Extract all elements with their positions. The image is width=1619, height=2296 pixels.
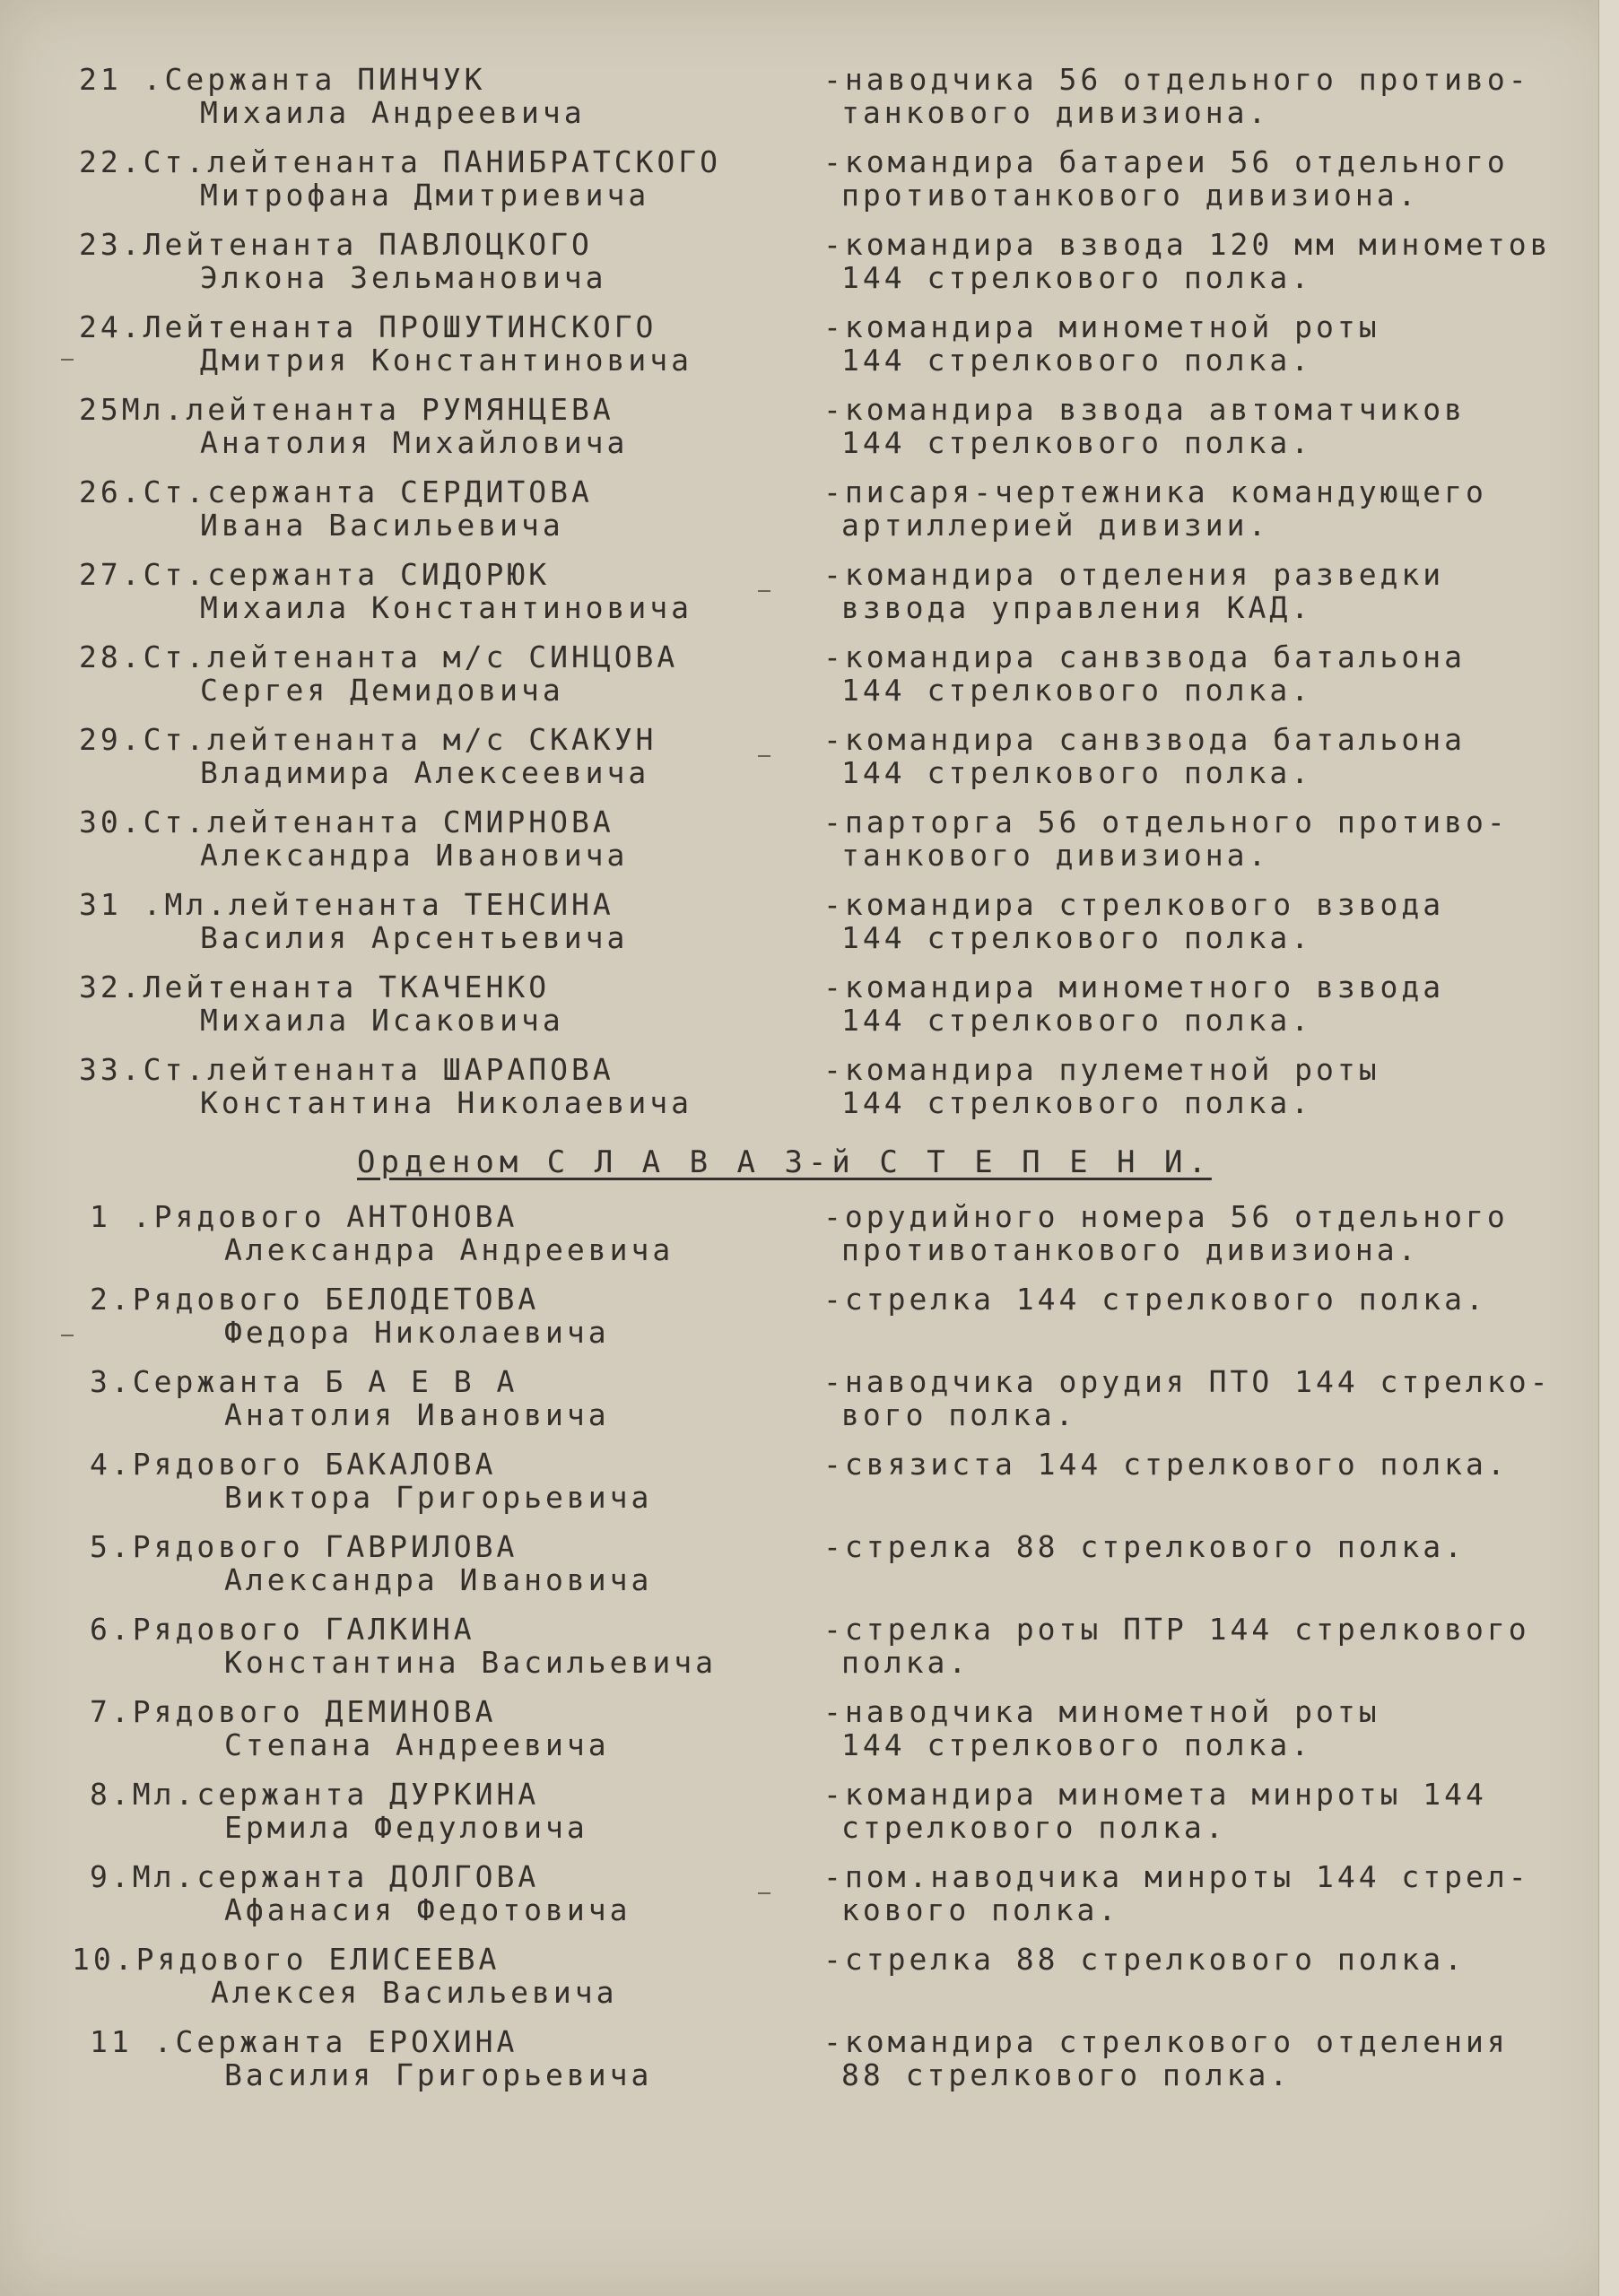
- entry-name-line2: Виктора Григорьевича: [224, 1480, 653, 1515]
- slava-entry-5-name: [90, 1530, 652, 1596]
- entry-33-name: [79, 1053, 692, 1119]
- entry-role-line2: противотанкового дивизиона.: [841, 178, 1420, 213]
- entry-name-line1: 10.Рядового ЕЛИСЕЕВА: [72, 1942, 500, 1977]
- entry-role-line2: 144 стрелкового полка.: [841, 425, 1313, 460]
- entry-name-line2: Михаила Исаковича: [200, 1003, 564, 1038]
- entry-name-line2: Анатолия Михайловича: [200, 425, 629, 460]
- entry-name-line2: Афанасия Федотовича: [224, 1892, 631, 1927]
- entry-name-line2: Ивана Васильевича: [200, 508, 564, 543]
- slava-entry-8-name: [90, 1778, 588, 1844]
- entry-role-line1: -командира отделения разведки: [823, 557, 1445, 592]
- entry-name-line1: 1 .Рядового АНТОНОВА: [90, 1199, 518, 1234]
- entry-27-role: [823, 558, 1444, 624]
- entry-name-line2: Александра Ивановича: [224, 1562, 653, 1597]
- slava-entry-1-role: [823, 1200, 1509, 1266]
- entry-name-line2: Степана Андреевича: [224, 1727, 610, 1762]
- entry-25-role: [823, 393, 1466, 459]
- entry-name-line1: 3.Сержанта Б А Е В А: [90, 1364, 518, 1399]
- entry-role-line1: -писаря-чертежника командующего: [823, 474, 1487, 509]
- slava-entry-2-name: [90, 1283, 610, 1349]
- entry-30-name: [79, 805, 628, 872]
- slava-entry-4-role: [823, 1448, 1509, 1481]
- slava-entry-3-name: [90, 1365, 610, 1431]
- entry-role-line1: -командира стрелкового взвода: [823, 887, 1445, 922]
- entry-name-line1: 5.Рядового ГАВРИЛОВА: [90, 1529, 518, 1564]
- entry-role-line2: 144 стрелкового полка.: [841, 260, 1313, 295]
- entry-23-name: [79, 228, 607, 294]
- entry-21-name: [79, 63, 586, 129]
- entry-name-line1: 31 .Мл.лейтенанта ТЕНСИНА: [79, 887, 614, 922]
- slava-entry-8-role: [823, 1778, 1487, 1844]
- entry-role-line2: 144 стрелкового полка.: [841, 673, 1313, 708]
- entry-role-line1: -связиста 144 стрелкового полка.: [823, 1447, 1509, 1482]
- entry-name-line1: 2.Рядового БЕЛОДЕТОВА: [90, 1282, 540, 1317]
- entry-name-line2: Александра Андреевича: [224, 1232, 675, 1267]
- slava-entry-7-role: [823, 1695, 1380, 1761]
- entry-name-line1: 33.Ст.лейтенанта ШАРАПОВА: [79, 1052, 614, 1087]
- entry-role-line2: 144 стрелкового полка.: [841, 755, 1313, 790]
- entry-role-line2: взвода управления КАД.: [841, 590, 1313, 625]
- entry-name-line1: 23.Лейтенанта ПАВЛОЦКОГО: [79, 227, 593, 262]
- entry-role-line2: полка.: [841, 1645, 971, 1680]
- entry-29-name: [79, 723, 657, 789]
- entry-24-role: [823, 310, 1380, 377]
- slava-entry-5-role: [823, 1530, 1466, 1563]
- entry-name-line2: Сергея Демидовича: [200, 673, 564, 708]
- entry-role-line1: -стрелка 144 стрелкового полка.: [823, 1282, 1487, 1317]
- entry-name-line2: Алексея Васильевича: [211, 1975, 618, 2010]
- entry-32-role: [823, 970, 1444, 1037]
- entry-name-line1: 28.Ст.лейтенанта м/с СИНЦОВА: [79, 639, 679, 674]
- entry-name-line2: Михаила Константиновича: [200, 590, 692, 625]
- entry-28-role: [823, 640, 1466, 707]
- entry-role-line2: противотанкового дивизиона.: [841, 1232, 1420, 1267]
- entry-name-line2: Элкона Зельмановича: [200, 260, 607, 295]
- entry-26-name: [79, 475, 593, 542]
- entry-name-line1: 21 .Сержанта ПИНЧУК: [79, 62, 486, 97]
- entry-name-line2: Василия Григорьевича: [224, 2057, 653, 2092]
- entry-role-line2: танкового дивизиона.: [841, 95, 1270, 130]
- entry-role-line2: танкового дивизиона.: [841, 838, 1270, 873]
- slava-entry-6-role: [823, 1613, 1530, 1679]
- entry-role-line1: -командира санвзвода батальона: [823, 639, 1467, 674]
- margin-tick: [61, 359, 74, 361]
- section-heading-slava: Орденом С Л А В А 3-й С Т Е П Е Н И.: [357, 1144, 1212, 1180]
- margin-tick: [758, 755, 770, 757]
- entry-24-name: [79, 310, 692, 377]
- entry-role-line2: 144 стрелкового полка.: [841, 920, 1313, 955]
- entry-role-line2: 88 стрелкового полка.: [841, 2057, 1292, 2092]
- entry-name-line2: Федора Николаевича: [224, 1315, 610, 1350]
- slava-entry-1-name: [90, 1200, 674, 1266]
- entry-role-line2: 144 стрелкового полка.: [841, 1727, 1313, 1762]
- slava-entry-4-name: [90, 1448, 652, 1514]
- entry-role-line1: -орудийного номера 56 отдельного: [823, 1199, 1509, 1234]
- slava-entry-6-name: [90, 1613, 717, 1679]
- entry-name-line1: 9.Мл.сержанта ДОЛГОВА: [90, 1859, 540, 1894]
- entry-name-line1: 30.Ст.лейтенанта СМИРНОВА: [79, 804, 614, 839]
- slava-entry-11-name: [90, 2025, 652, 2092]
- entry-role-line1: -командира пулеметной роты: [823, 1052, 1380, 1087]
- entry-role-line1: -наводчика минометной роты: [823, 1694, 1380, 1729]
- entry-role-line1: -парторга 56 отдельного противо-: [823, 804, 1509, 839]
- slava-entry-9-role: [823, 1860, 1530, 1926]
- entry-role-line1: -стрелка роты ПТР 144 стрелкового: [823, 1612, 1530, 1647]
- entry-role-line1: -стрелка 88 стрелкового полка.: [823, 1529, 1467, 1564]
- entry-name-line1: 27.Ст.сержанта СИДОРЮК: [79, 557, 551, 592]
- slava-entry-10-role: [823, 1943, 1466, 1976]
- slava-entry-7-name: [90, 1695, 610, 1761]
- entry-role-line2: 144 стрелкового полка.: [841, 1003, 1313, 1038]
- entry-name-line1: 11 .Сержанта ЕРОХИНА: [90, 2024, 518, 2059]
- entry-role-line1: -командира батареи 56 отдельного: [823, 144, 1509, 179]
- entry-name-line2: Александра Ивановича: [200, 838, 629, 873]
- entry-name-line2: Анатолия Ивановича: [224, 1397, 610, 1432]
- entry-role-line1: -командира санвзвода батальона: [823, 722, 1467, 757]
- entry-32-name: [79, 970, 564, 1037]
- slava-entry-2-role: [823, 1283, 1487, 1316]
- entry-25-name: [79, 393, 628, 459]
- entry-name-line1: 32.Лейтенанта ТКАЧЕНКО: [79, 970, 551, 1004]
- entry-name-line2: Василия Арсентьевича: [200, 920, 629, 955]
- entry-26-role: [823, 475, 1487, 542]
- entry-name-line2: Константина Николаевича: [200, 1085, 692, 1120]
- entry-role-line1: -пом.наводчика минроты 144 стрел-: [823, 1859, 1530, 1894]
- entry-name-line2: Владимира Алексеевича: [200, 755, 650, 790]
- entry-name-line2: Константина Васильевича: [224, 1645, 717, 1680]
- entry-role-line1: -стрелка 88 стрелкового полка.: [823, 1942, 1467, 1977]
- entry-name-line2: Дмитрия Константиновича: [200, 343, 692, 378]
- slava-entry-9-name: [90, 1860, 631, 1926]
- entry-27-name: [79, 558, 692, 624]
- entry-name-line1: 25Мл.лейтенанта РУМЯНЦЕВА: [79, 392, 614, 427]
- entry-role-line2: вого полка.: [841, 1397, 1077, 1432]
- entry-role-line2: артиллерией дивизии.: [841, 508, 1270, 543]
- entry-role-line1: -наводчика орудия ПТО 144 стрелко-: [823, 1364, 1552, 1399]
- margin-tick: [758, 590, 770, 592]
- entry-role-line2: стрелкового полка.: [841, 1810, 1227, 1845]
- entry-role-line2: кового полка.: [841, 1892, 1120, 1927]
- entry-name-line1: 26.Ст.сержанта СЕРДИТОВА: [79, 474, 593, 509]
- slava-entry-3-role: [823, 1365, 1552, 1431]
- page-edge: [1598, 0, 1619, 2296]
- entry-28-name: [79, 640, 678, 707]
- entry-role-line1: -командира взвода автоматчиков: [823, 392, 1467, 427]
- entry-role-line2: 144 стрелкового полка.: [841, 1085, 1313, 1120]
- entry-23-role: [823, 228, 1552, 294]
- slava-entry-11-role: [823, 2025, 1509, 2092]
- entry-30-role: [823, 805, 1509, 872]
- slava-entry-10-name: [72, 1943, 618, 2009]
- entry-name-line1: 8.Мл.сержанта ДУРКИНА: [90, 1777, 540, 1812]
- entry-name-line1: 6.Рядового ГАЛКИНА: [90, 1612, 475, 1647]
- entry-31-role: [823, 888, 1444, 954]
- entry-role-line1: -командира минометной роты: [823, 309, 1380, 344]
- entry-name-line1: 24.Лейтенанта ПРОШУТИНСКОГО: [79, 309, 657, 344]
- entry-29-role: [823, 723, 1466, 789]
- entry-name-line1: 7.Рядового ДЕМИНОВА: [90, 1694, 497, 1729]
- entry-31-name: [79, 888, 628, 954]
- entry-role-line1: -командира стрелкового отделения: [823, 2024, 1509, 2059]
- entry-role-line1: -командира минометного взвода: [823, 970, 1445, 1004]
- entry-33-role: [823, 1053, 1380, 1119]
- entry-name-line1: 4.Рядового БАКАЛОВА: [90, 1447, 497, 1482]
- margin-tick: [61, 1335, 74, 1336]
- entry-21-role: [823, 63, 1530, 129]
- entry-name-line2: Ермила Федуловича: [224, 1810, 588, 1845]
- entry-name-line2: Митрофана Дмитриевича: [200, 178, 650, 213]
- entry-role-line1: -командира миномета минроты 144: [823, 1777, 1487, 1812]
- margin-tick: [758, 1892, 770, 1894]
- entry-role-line1: -наводчика 56 отдельного противо-: [823, 62, 1530, 97]
- entry-22-name: [79, 145, 721, 212]
- entry-22-role: [823, 145, 1509, 212]
- entry-name-line1: 29.Ст.лейтенанта м/с СКАКУН: [79, 722, 657, 757]
- entry-name-line2: Михаила Андреевича: [200, 95, 586, 130]
- entry-role-line2: 144 стрелкового полка.: [841, 343, 1313, 378]
- entry-name-line1: 22.Ст.лейтенанта ПАНИБРАТСКОГО: [79, 144, 722, 179]
- entry-role-line1: -командира взвода 120 мм минометов: [823, 227, 1552, 262]
